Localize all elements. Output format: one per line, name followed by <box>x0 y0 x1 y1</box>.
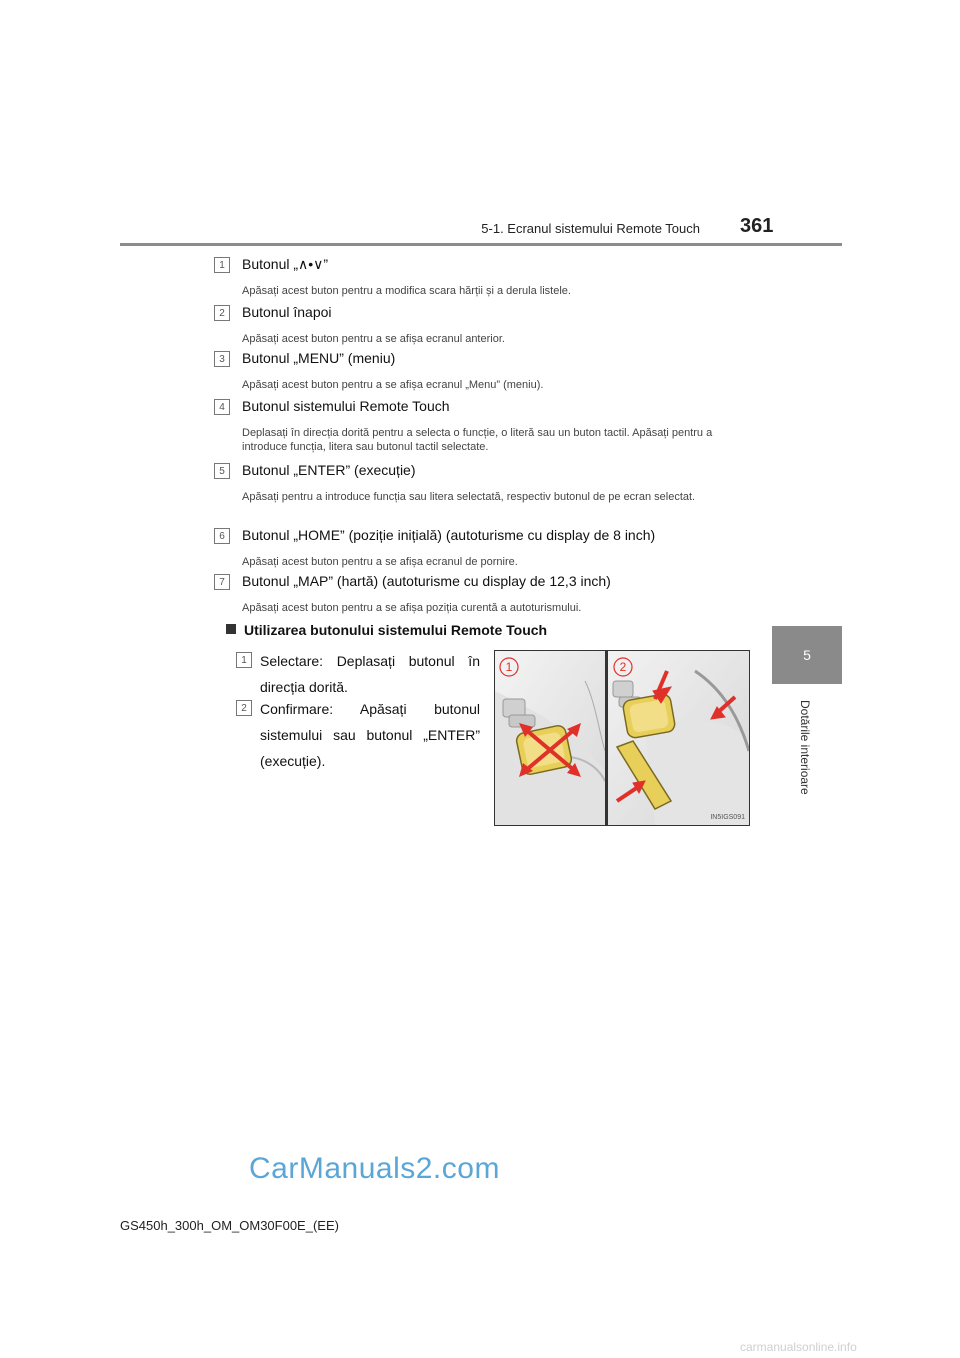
step-text: Confirmare: Apăsați butonul sistemului sau butonul „ENTER” (execuție). <box>260 701 480 769</box>
chapter-tab <box>772 626 842 684</box>
item-number: 2 <box>214 305 230 321</box>
header-rule <box>120 243 842 246</box>
document-code: GS450h_300h_OM_OM30F00E_(EE) <box>120 1218 339 1233</box>
chapter-number: 5 <box>803 647 811 663</box>
figure-label-2: 2 <box>619 660 627 674</box>
step-number: 2 <box>236 700 252 716</box>
item-description: Apăsați acest buton pentru a se afișa ecranul de pornire. <box>242 556 518 568</box>
watermark-carmanuals2[interactable]: CarManuals2.com <box>249 1152 500 1185</box>
item-title: Butonul „MAP” (hartă) (autoturisme cu display de 12,3 inch) <box>242 573 611 589</box>
item-title: Butonul înapoi <box>242 304 332 320</box>
item-description: Apăsați acest buton pentru a se afișa ecranul anterior. <box>242 333 505 345</box>
item-number: 7 <box>214 574 230 590</box>
item-description: Apăsați acest buton pentru a se afișa ecranul „Menu” (meniu). <box>242 379 544 391</box>
item-number: 5 <box>214 463 230 479</box>
item-number: 1 <box>214 257 230 273</box>
chapter-label: Dotările interioare <box>798 700 812 795</box>
panel-divider <box>605 651 608 825</box>
step-number: 1 <box>236 652 252 668</box>
item-number: 4 <box>214 399 230 415</box>
item-description: Apăsați acest buton pentru a modifica scara hărții și a derula listele. <box>242 285 571 297</box>
step-text: Selectare: Deplasați butonul în direcția dorită. <box>260 653 480 695</box>
square-bullet-icon <box>226 624 236 634</box>
item-title: Butonul „∧•∨” <box>242 256 329 272</box>
watermark-carmanualsonline[interactable]: carmanualsonline.info <box>740 1340 857 1354</box>
item-description: Apăsați pentru a introduce funcția sau litera selectată, respectiv butonul de pe ecran selectat. <box>242 491 696 503</box>
item-number: 6 <box>214 528 230 544</box>
header-section-title: 5-1. Ecranul sistemului Remote Touch <box>481 221 700 236</box>
figure-code: IN5IGS091 <box>710 814 745 821</box>
item-description: Deplasați în direcția dorită pentru a selecta o funcție, o literă sau un buton tactil. Apăsați pentru a introduce funcția, litera sau butonul tactil selectate. <box>242 427 713 453</box>
item-title: Butonul sistemului Remote Touch <box>242 398 450 414</box>
item-title: Butonul „HOME” (poziție inițială) (autoturisme cu display de 8 inch) <box>242 527 656 543</box>
page-number: 361 <box>740 215 774 237</box>
item-description: Apăsați acest buton pentru a se afișa poziția curentă a autoturismului. <box>242 602 582 614</box>
illustration-drawing <box>495 651 749 825</box>
item-title: Butonul „MENU” (meniu) <box>242 350 396 366</box>
item-title: Butonul „ENTER” (execuție) <box>242 462 416 478</box>
section-heading-text: Utilizarea butonului sistemului Remote Touch <box>244 622 548 638</box>
remote-touch-illustration <box>494 650 750 826</box>
section-heading <box>226 622 547 638</box>
figure-label-1: 1 <box>505 660 513 674</box>
item-number: 3 <box>214 351 230 367</box>
